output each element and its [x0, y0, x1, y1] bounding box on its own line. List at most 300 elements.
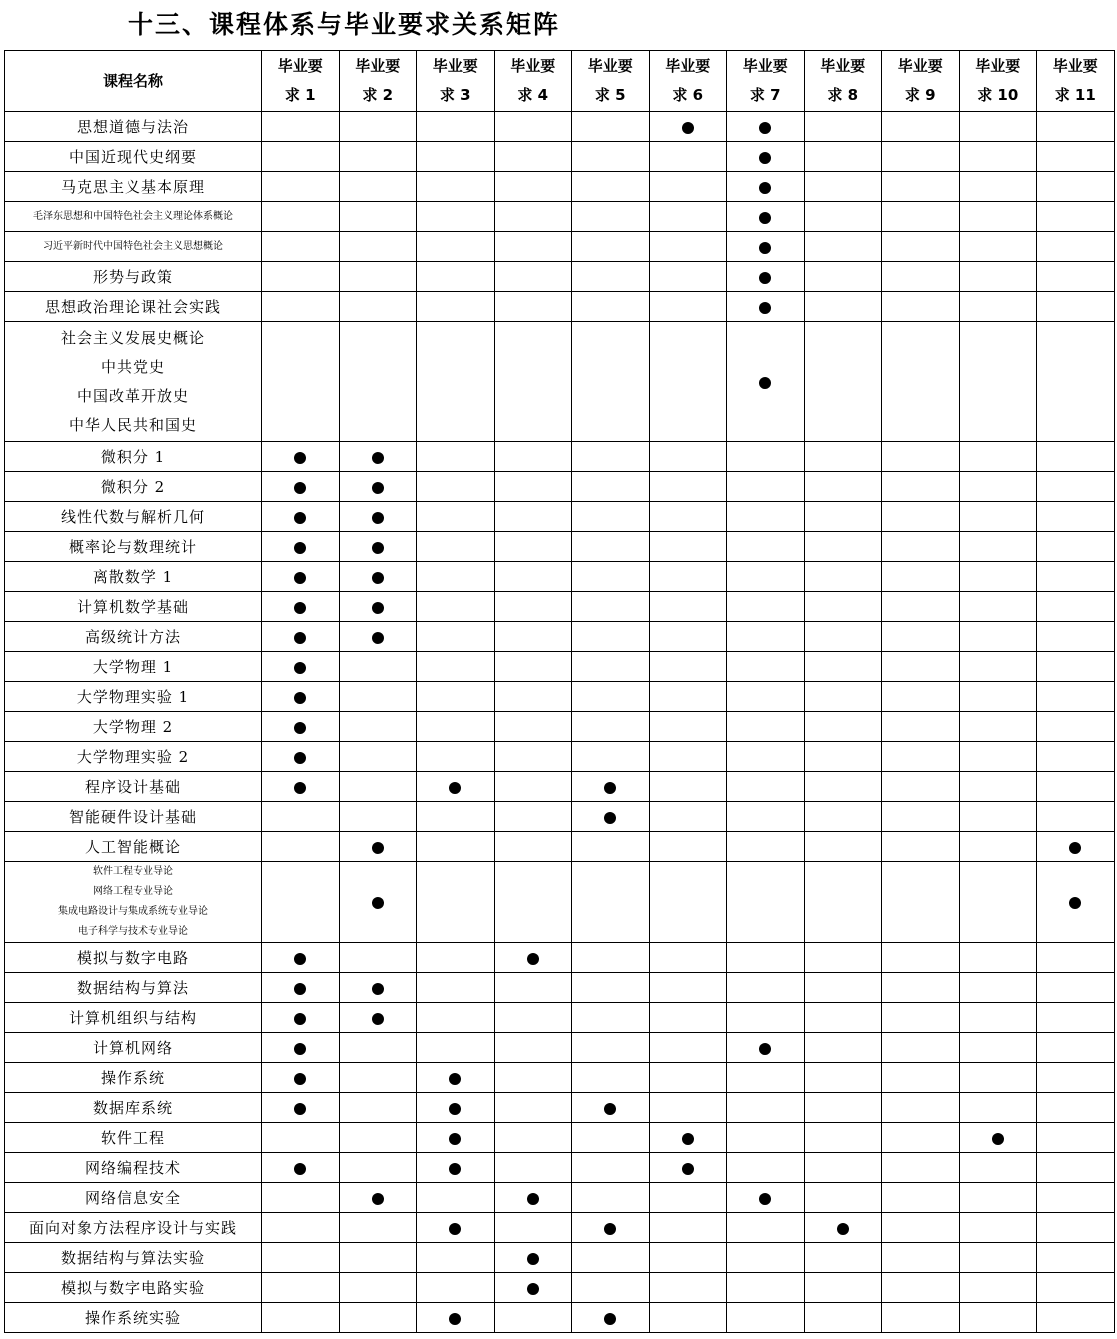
requirement-cell-11 [1037, 562, 1115, 592]
requirement-cell-6 [649, 772, 727, 802]
requirement-cell-11 [1037, 1213, 1115, 1243]
requirement-cell-3 [417, 1243, 495, 1273]
requirement-cell-8 [804, 1003, 882, 1033]
course-name: 计算机数学基础 [76, 598, 189, 616]
filled-circle-icon [372, 602, 384, 614]
course-name: 软件工程 [100, 1129, 165, 1147]
table-row [5, 1213, 1115, 1243]
requirement-header-8 [804, 51, 882, 112]
requirement-cell-4 [494, 832, 572, 862]
requirement-cell-4 [494, 322, 572, 442]
requirement-cell-8 [804, 142, 882, 172]
requirement-cell-2 [339, 622, 417, 652]
filled-circle-icon [372, 632, 384, 644]
requirement-cell-2 [339, 1033, 417, 1063]
course-name-cell [5, 172, 262, 202]
course-name: 中华人民共和国史 [68, 415, 197, 434]
requirement-cell-8 [804, 1093, 882, 1123]
requirement-cell-11 [1037, 622, 1115, 652]
requirement-cell-8 [804, 682, 882, 712]
requirement-cell-3 [417, 682, 495, 712]
requirement-cell-2 [339, 1243, 417, 1273]
requirement-cell-2 [339, 1063, 417, 1093]
requirement-cell-11 [1037, 772, 1115, 802]
requirement-cell-11 [1037, 943, 1115, 973]
requirement-cell-9 [882, 1093, 960, 1123]
requirement-cell-11 [1037, 1153, 1115, 1183]
filled-circle-icon [759, 302, 771, 314]
course-name: 网络编程技术 [84, 1159, 181, 1177]
requirement-cell-10 [959, 562, 1037, 592]
requirement-cell-4 [494, 1093, 572, 1123]
course-name: 大学物理 2 [92, 718, 174, 736]
requirement-header-line: 求 8 [827, 86, 859, 104]
requirement-cell-3 [417, 832, 495, 862]
course-name-cell [5, 472, 262, 502]
requirement-cell-7 [727, 1273, 805, 1303]
requirement-cell-9 [882, 832, 960, 862]
requirement-cell-4 [494, 1153, 572, 1183]
requirement-cell-9 [882, 532, 960, 562]
requirement-cell-11 [1037, 973, 1115, 1003]
requirement-cell-1 [262, 1033, 340, 1063]
requirement-cell-5 [572, 172, 650, 202]
filled-circle-icon [759, 1193, 771, 1205]
requirement-cell-4 [494, 562, 572, 592]
course-name-cell [5, 652, 262, 682]
course-name-cell [5, 592, 262, 622]
requirement-cell-2 [339, 832, 417, 862]
table-row [5, 1183, 1115, 1213]
course-name-cell [5, 973, 262, 1003]
table-row [5, 232, 1115, 262]
requirement-cell-1 [262, 1183, 340, 1213]
requirement-cell-10 [959, 1243, 1037, 1273]
course-name: 思想政治理论课社会实践 [44, 298, 221, 316]
requirement-cell-5 [572, 832, 650, 862]
filled-circle-icon [604, 1103, 616, 1115]
requirement-cell-6 [649, 973, 727, 1003]
filled-circle-icon [372, 1193, 384, 1205]
requirement-cell-11 [1037, 322, 1115, 442]
requirement-cell-3 [417, 562, 495, 592]
table-row [5, 742, 1115, 772]
requirement-cell-5 [572, 1093, 650, 1123]
table-row [5, 1003, 1115, 1033]
requirement-cell-5 [572, 1303, 650, 1333]
requirement-cell-2 [339, 172, 417, 202]
requirement-cell-10 [959, 682, 1037, 712]
requirement-cell-1 [262, 592, 340, 622]
requirement-cell-4 [494, 502, 572, 532]
requirement-cell-7 [727, 322, 805, 442]
course-name-cell [5, 1213, 262, 1243]
requirement-cell-4 [494, 1003, 572, 1033]
requirement-cell-8 [804, 1183, 882, 1213]
course-name-cell [5, 1063, 262, 1093]
requirement-cell-11 [1037, 472, 1115, 502]
requirement-header-line: 毕业要 [897, 57, 943, 75]
filled-circle-icon [372, 1013, 384, 1025]
requirement-header-line: 求 6 [672, 86, 704, 104]
requirement-cell-9 [882, 142, 960, 172]
requirement-cell-5 [572, 1033, 650, 1063]
requirement-cell-5 [572, 652, 650, 682]
requirement-cell-2 [339, 1003, 417, 1033]
requirement-cell-8 [804, 592, 882, 622]
table-row [5, 682, 1115, 712]
table-row [5, 622, 1115, 652]
requirement-header-1 [262, 51, 340, 112]
requirement-cell-3 [417, 772, 495, 802]
requirement-cell-3 [417, 1303, 495, 1333]
requirement-cell-3 [417, 943, 495, 973]
requirement-cell-10 [959, 592, 1037, 622]
filled-circle-icon [449, 1103, 461, 1115]
course-name: 操作系统实验 [84, 1309, 181, 1327]
table-row [5, 832, 1115, 862]
requirement-header-line: 毕业要 [742, 57, 788, 75]
table-row [5, 292, 1115, 322]
requirement-header-line: 求 4 [517, 86, 549, 104]
course-name: 离散数学 1 [92, 568, 174, 586]
requirement-cell-4 [494, 1213, 572, 1243]
requirement-cell-11 [1037, 202, 1115, 232]
course-name-cell [5, 622, 262, 652]
table-row [5, 592, 1115, 622]
requirement-cell-8 [804, 562, 882, 592]
course-name-cell [5, 1123, 262, 1153]
requirement-cell-6 [649, 472, 727, 502]
filled-circle-icon [682, 1163, 694, 1175]
requirement-cell-2 [339, 1273, 417, 1303]
requirement-cell-10 [959, 172, 1037, 202]
requirement-cell-8 [804, 1303, 882, 1333]
table-row [5, 973, 1115, 1003]
requirement-cell-7 [727, 472, 805, 502]
course-name: 大学物理实验 2 [76, 748, 190, 766]
requirement-cell-11 [1037, 172, 1115, 202]
course-name-cell [5, 682, 262, 712]
course-name: 计算机网络 [92, 1039, 173, 1057]
requirement-cell-8 [804, 832, 882, 862]
requirement-cell-2 [339, 862, 417, 943]
course-name-cell [5, 832, 262, 862]
requirement-cell-6 [649, 202, 727, 232]
requirement-cell-9 [882, 232, 960, 262]
requirement-cell-5 [572, 1123, 650, 1153]
requirement-cell-4 [494, 772, 572, 802]
requirement-cell-8 [804, 1213, 882, 1243]
requirement-cell-4 [494, 943, 572, 973]
requirement-header-line: 求 1 [284, 86, 316, 104]
requirement-cell-8 [804, 472, 882, 502]
requirement-cell-10 [959, 502, 1037, 532]
requirement-cell-10 [959, 262, 1037, 292]
requirement-cell-8 [804, 1273, 882, 1303]
requirement-cell-11 [1037, 1003, 1115, 1033]
requirement-cell-9 [882, 592, 960, 622]
requirement-header-4 [494, 51, 572, 112]
filled-circle-icon [759, 152, 771, 164]
requirement-header-line: 毕业要 [510, 57, 556, 75]
course-name: 数据结构与算法实验 [60, 1249, 205, 1267]
filled-circle-icon [294, 662, 306, 674]
requirement-cell-10 [959, 532, 1037, 562]
requirement-cell-10 [959, 712, 1037, 742]
course-name: 毛泽东思想和中国特色社会主义理论体系概论 [33, 210, 233, 222]
requirement-cell-7 [727, 172, 805, 202]
table-row [5, 262, 1115, 292]
filled-circle-icon [449, 1163, 461, 1175]
requirement-cell-4 [494, 1123, 572, 1153]
filled-circle-icon [294, 983, 306, 995]
course-name: 软件工程专业导论 [93, 866, 173, 877]
requirement-cell-1 [262, 112, 340, 142]
requirement-header-line: 求 2 [362, 86, 394, 104]
requirement-cell-5 [572, 532, 650, 562]
requirement-header-5 [572, 51, 650, 112]
requirement-cell-9 [882, 712, 960, 742]
requirement-cell-9 [882, 682, 960, 712]
requirement-cell-3 [417, 232, 495, 262]
requirement-cell-6 [649, 742, 727, 772]
requirement-cell-4 [494, 682, 572, 712]
requirement-cell-7 [727, 1213, 805, 1243]
requirement-cell-8 [804, 1123, 882, 1153]
requirement-cell-2 [339, 1093, 417, 1123]
course-name: 模拟与数字电路实验 [60, 1279, 205, 1297]
requirement-header-line: 求 10 [977, 86, 1019, 104]
requirement-cell-1 [262, 1273, 340, 1303]
filled-circle-icon [449, 1223, 461, 1235]
requirement-cell-11 [1037, 1303, 1115, 1333]
requirement-cell-3 [417, 472, 495, 502]
requirement-cell-7 [727, 943, 805, 973]
requirement-cell-8 [804, 862, 882, 943]
requirement-cell-3 [417, 502, 495, 532]
requirement-cell-4 [494, 712, 572, 742]
table-row [5, 1303, 1115, 1333]
requirement-cell-7 [727, 1303, 805, 1333]
course-name-cell [5, 442, 262, 472]
requirement-cell-11 [1037, 682, 1115, 712]
requirement-cell-1 [262, 232, 340, 262]
requirement-header-line: 求 3 [439, 86, 471, 104]
matrix-body [5, 112, 1115, 1333]
requirement-cell-5 [572, 472, 650, 502]
requirement-cell-2 [339, 502, 417, 532]
requirement-cell-5 [572, 142, 650, 172]
requirement-cell-7 [727, 532, 805, 562]
requirement-cell-5 [572, 1213, 650, 1243]
requirement-cell-8 [804, 622, 882, 652]
requirement-cell-7 [727, 973, 805, 1003]
requirement-cell-2 [339, 232, 417, 262]
requirement-header-10 [959, 51, 1037, 112]
requirement-cell-8 [804, 652, 882, 682]
requirement-cell-8 [804, 712, 882, 742]
requirement-cell-5 [572, 682, 650, 712]
requirement-cell-6 [649, 622, 727, 652]
requirement-cell-4 [494, 1063, 572, 1093]
filled-circle-icon [759, 242, 771, 254]
filled-circle-icon [372, 897, 384, 909]
requirement-cell-8 [804, 802, 882, 832]
table-row [5, 532, 1115, 562]
requirement-cell-10 [959, 1003, 1037, 1033]
requirement-cell-6 [649, 502, 727, 532]
requirement-cell-8 [804, 772, 882, 802]
requirement-cell-3 [417, 712, 495, 742]
requirement-cell-9 [882, 973, 960, 1003]
requirement-cell-7 [727, 1003, 805, 1033]
requirement-cell-7 [727, 142, 805, 172]
requirement-cell-3 [417, 742, 495, 772]
course-name: 线性代数与解析几何 [60, 508, 205, 526]
requirement-cell-8 [804, 322, 882, 442]
requirement-cell-3 [417, 1213, 495, 1243]
requirement-cell-9 [882, 1153, 960, 1183]
table-row [5, 1033, 1115, 1063]
filled-circle-icon [294, 692, 306, 704]
requirement-cell-2 [339, 1183, 417, 1213]
requirement-cell-2 [339, 142, 417, 172]
course-name: 形势与政策 [92, 268, 173, 286]
table-row [5, 712, 1115, 742]
course-name-cell [5, 202, 262, 232]
requirement-cell-7 [727, 1033, 805, 1063]
filled-circle-icon [294, 1043, 306, 1055]
requirement-cell-2 [339, 592, 417, 622]
filled-circle-icon [294, 1163, 306, 1175]
requirement-cell-8 [804, 742, 882, 772]
requirement-cell-10 [959, 1153, 1037, 1183]
requirement-cell-8 [804, 262, 882, 292]
requirement-cell-6 [649, 1033, 727, 1063]
requirement-cell-9 [882, 862, 960, 943]
filled-circle-icon [527, 1283, 539, 1295]
filled-circle-icon [294, 602, 306, 614]
requirement-cell-6 [649, 1123, 727, 1153]
requirement-cell-5 [572, 502, 650, 532]
requirement-cell-10 [959, 832, 1037, 862]
requirement-cell-8 [804, 442, 882, 472]
requirement-cell-2 [339, 1153, 417, 1183]
table-row [5, 502, 1115, 532]
course-name: 操作系统 [100, 1069, 165, 1087]
requirement-cell-9 [882, 1303, 960, 1333]
course-requirement-matrix [4, 50, 1115, 1333]
requirement-cell-4 [494, 472, 572, 502]
requirement-header-line: 毕业要 [277, 57, 323, 75]
requirement-cell-5 [572, 943, 650, 973]
course-name: 电子科学与技术专业导论 [78, 926, 188, 937]
filled-circle-icon [294, 1103, 306, 1115]
course-name-cell [5, 262, 262, 292]
requirement-cell-11 [1037, 1063, 1115, 1093]
filled-circle-icon [604, 1223, 616, 1235]
requirement-cell-7 [727, 772, 805, 802]
course-name: 程序设计基础 [84, 778, 181, 796]
requirement-cell-9 [882, 1183, 960, 1213]
requirement-cell-11 [1037, 1273, 1115, 1303]
requirement-cell-4 [494, 1243, 572, 1273]
requirement-cell-7 [727, 232, 805, 262]
requirement-cell-5 [572, 292, 650, 322]
requirement-cell-2 [339, 1213, 417, 1243]
requirement-cell-8 [804, 1153, 882, 1183]
course-name-cell [5, 532, 262, 562]
requirement-cell-8 [804, 502, 882, 532]
course-name: 微积分 2 [100, 478, 166, 496]
table-row [5, 472, 1115, 502]
requirement-cell-4 [494, 232, 572, 262]
requirement-cell-4 [494, 973, 572, 1003]
filled-circle-icon [682, 122, 694, 134]
requirement-header-11 [1037, 51, 1115, 112]
course-name: 智能硬件设计基础 [68, 808, 197, 826]
requirement-cell-1 [262, 292, 340, 322]
requirement-cell-5 [572, 862, 650, 943]
course-name: 习近平新时代中国特色社会主义思想概论 [43, 240, 223, 252]
requirement-header-7 [727, 51, 805, 112]
requirement-cell-10 [959, 652, 1037, 682]
requirement-cell-1 [262, 862, 340, 943]
requirement-cell-1 [262, 1303, 340, 1333]
course-name-cell [5, 502, 262, 532]
requirement-cell-5 [572, 712, 650, 742]
filled-circle-icon [759, 182, 771, 194]
requirement-header-line: 求 5 [594, 86, 626, 104]
requirement-cell-10 [959, 1303, 1037, 1333]
course-name: 马克思主义基本原理 [60, 178, 205, 196]
requirement-cell-10 [959, 943, 1037, 973]
course-name: 社会主义发展史概论 [60, 328, 205, 347]
requirement-cell-1 [262, 973, 340, 1003]
requirement-cell-10 [959, 232, 1037, 262]
requirement-cell-4 [494, 592, 572, 622]
requirement-cell-2 [339, 1303, 417, 1333]
requirement-cell-3 [417, 292, 495, 322]
requirement-cell-7 [727, 442, 805, 472]
requirement-cell-9 [882, 742, 960, 772]
course-name: 集成电路设计与集成系统专业导论 [58, 906, 208, 917]
requirement-cell-9 [882, 472, 960, 502]
table-row [5, 802, 1115, 832]
requirement-cell-8 [804, 532, 882, 562]
requirement-header-line: 毕业要 [975, 57, 1021, 75]
requirement-cell-7 [727, 1063, 805, 1093]
requirement-cell-1 [262, 652, 340, 682]
table-row [5, 142, 1115, 172]
filled-circle-icon [294, 1073, 306, 1085]
requirement-header-line: 毕业要 [665, 57, 711, 75]
requirement-header-line: 毕业要 [355, 57, 401, 75]
requirement-cell-6 [649, 1153, 727, 1183]
course-name-cell [5, 292, 262, 322]
requirement-cell-6 [649, 712, 727, 742]
filled-circle-icon [759, 1043, 771, 1055]
requirement-cell-4 [494, 1033, 572, 1063]
requirement-cell-9 [882, 772, 960, 802]
requirement-header-line: 求 9 [904, 86, 936, 104]
requirement-cell-3 [417, 1153, 495, 1183]
requirement-cell-1 [262, 1123, 340, 1153]
requirement-cell-7 [727, 1123, 805, 1153]
requirement-cell-5 [572, 442, 650, 472]
filled-circle-icon [294, 482, 306, 494]
